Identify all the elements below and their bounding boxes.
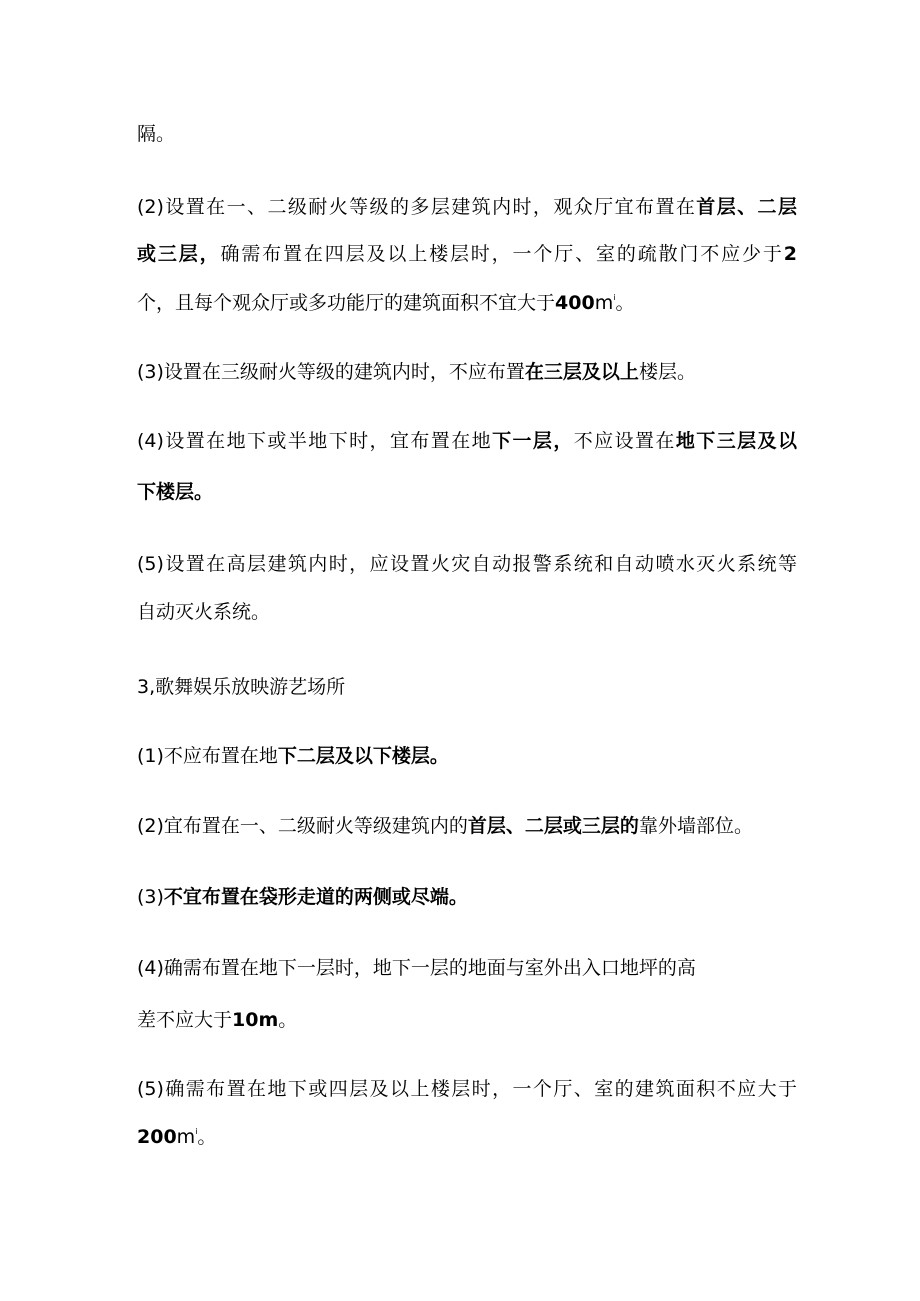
text-run: 不应设置在 <box>573 430 676 452</box>
text-line <box>137 1007 797 1033</box>
text-run: 差不应大于 <box>137 1009 233 1031</box>
text-line <box>137 359 797 385</box>
bold-text-run: 下一层， <box>492 430 574 452</box>
text-run: (3)设置在三级耐火等级的建筑内时，不应布置 <box>137 361 525 383</box>
text-run: 。 <box>278 1009 298 1031</box>
text-run: (2)设置在一、二级耐火等级的多层建筑内时，观众厅宜布置在 <box>137 196 697 218</box>
text-run: 楼层。 <box>638 361 696 383</box>
unit-text: m <box>176 1126 196 1148</box>
text-run: 个，且每个观众厅或多功能厅的建筑面积不宜大于 <box>137 292 556 314</box>
text-run: (4)确需布置在地下一层时，地下一层的地面与室外出入口地坪的高 <box>137 957 696 979</box>
text-line <box>137 551 797 577</box>
text-run: (3) <box>137 886 164 908</box>
section-heading <box>137 674 797 700</box>
bold-text-run: 或三层， <box>137 243 221 265</box>
text-line <box>137 194 797 220</box>
text-line <box>137 599 797 625</box>
text-line <box>137 884 797 910</box>
bold-text-run: 不宜布置在袋形走道的两侧或尽端。 <box>163 886 468 908</box>
text-run: 隔。 <box>137 123 176 145</box>
bold-text-run: 下二层及以下楼层。 <box>277 745 449 767</box>
text-line <box>137 1124 797 1150</box>
bold-text-run: 地下三层及以 <box>675 430 797 452</box>
text-line <box>137 121 797 147</box>
bold-text-run: 2 <box>783 243 797 265</box>
text-line <box>137 1076 797 1102</box>
text-run: 确需布置在四层及以上楼层时，一个厅、室的疏散门不应少于 <box>220 243 784 265</box>
text-run: (5)设置在高层建筑内时，应设置火灾自动报警系统和自动喷水灭火系统等 <box>137 553 797 575</box>
superscript-mark: i <box>195 1127 198 1136</box>
bold-text-run: 首层、二层 <box>696 196 797 218</box>
unit-text: m <box>594 292 614 314</box>
bold-text-run: 400 <box>555 292 595 314</box>
text-line <box>137 955 797 981</box>
superscript-mark: i <box>613 293 616 302</box>
text-line <box>137 428 797 454</box>
text-run: 。 <box>197 1126 217 1148</box>
text-run: (5)确需布置在地下或四层及以上楼层时，一个厅、室的建筑面积不应大于 <box>137 1078 797 1100</box>
text-line <box>137 479 797 505</box>
bold-text-run: 200 <box>137 1126 177 1148</box>
text-line <box>137 241 797 267</box>
text-run: 。 <box>615 292 635 314</box>
text-line <box>137 743 797 769</box>
text-run: 自动灭火系统。 <box>137 601 271 623</box>
text-run: (1)不应布置在地 <box>137 745 278 767</box>
bold-text-run: 在三层及以上 <box>524 361 639 383</box>
text-line <box>137 813 797 839</box>
bold-text-run: 首层、二层或三层的 <box>467 815 639 837</box>
text-run: (4)设置在地下或半地下时，宜布置在地 <box>137 430 493 452</box>
text-run: (2)宜布置在一、二级耐火等级建筑内的 <box>137 815 468 837</box>
bold-text-run: 10m <box>232 1009 279 1031</box>
text-line <box>137 290 797 316</box>
bold-text-run: 下楼层。 <box>137 481 214 503</box>
text-run: 靠外墙部位。 <box>638 815 753 837</box>
text-run: 3,歌舞娱乐放映游艺场所 <box>137 676 346 698</box>
